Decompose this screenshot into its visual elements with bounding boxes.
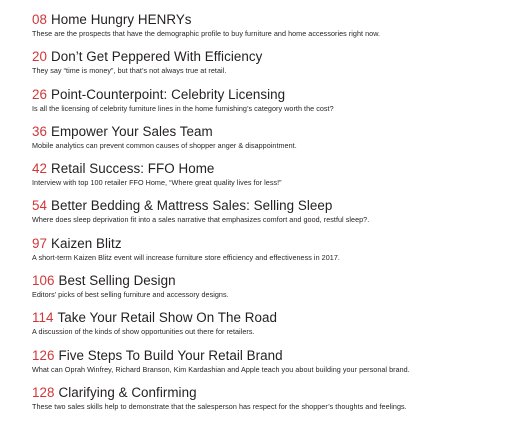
article-description: What can Oprah Winfrey, Richard Branson, Kim Kardashian and Apple teach you about building your personal brand. (32, 364, 410, 374)
page-number: 08 (32, 12, 47, 27)
article-title: Better Bedding & Mattress Sales: Selling Sleep (51, 198, 333, 214)
article-title: Point-Counterpoint: Celebrity Licensing (51, 86, 286, 102)
toc-entry (32, 123, 527, 160)
page-number: 36 (32, 123, 47, 139)
page-number: 42 (32, 161, 47, 177)
article-description: Editors’ picks of best selling furniture and accessory designs. (32, 290, 229, 300)
toc-entry (32, 309, 527, 346)
article-description: A discussion of the kinds of show opportunities out there for retailers. (32, 327, 255, 337)
entry-title (32, 235, 527, 252)
toc-entry (32, 48, 527, 85)
article-title: Don’t Get Peppered With Efficiency (51, 49, 263, 65)
article-description: Interview with top 100 retailer FFO Home, “Where great quality lives for less!” (32, 178, 282, 188)
page-number: 126 (32, 347, 55, 363)
entry-title (32, 11, 527, 28)
page-number: 97 (32, 235, 47, 251)
article-title: Retail Success: FFO Home (51, 161, 215, 177)
article-title: Five Steps To Build Your Retail Brand (58, 347, 283, 363)
toc-entry (32, 384, 527, 421)
page-number: 128 (32, 384, 55, 400)
article-description: They say “time is money”, but that’s not always true at retail. (32, 66, 227, 76)
article-title: Kaizen Blitz (51, 235, 122, 251)
article-description: Where does sleep deprivation fit into a sales narrative that emphasizes comfort and good, restful sleep?. (32, 215, 370, 225)
article-title: Home Hungry HENRYs (51, 12, 192, 27)
article-title: Best Selling Design (58, 273, 176, 289)
entry-title (32, 384, 527, 401)
page-number: 20 (32, 49, 47, 65)
entry-title (32, 160, 527, 177)
entry-title (32, 123, 527, 140)
page-number: 114 (32, 310, 54, 326)
entry-title (32, 48, 527, 65)
entry-title (32, 272, 527, 289)
entry-title (32, 309, 527, 326)
entry-title (32, 86, 527, 103)
article-title: Empower Your Sales Team (51, 123, 213, 139)
article-description: These two sales skills help to demonstrate that the salesperson has respect for the shopper’s thoughts and feelings. (32, 401, 407, 411)
toc-entry (32, 235, 527, 272)
entry-title (32, 197, 527, 214)
toc-entry (32, 272, 527, 309)
entry-title (32, 347, 527, 364)
article-description: A short-term Kaizen Blitz event will increase furniture store efficiency and effectiveness in 2017. (32, 252, 340, 262)
article-title: Clarifying & Confirming (58, 384, 197, 400)
toc-entry (32, 11, 527, 48)
page-number: 26 (32, 86, 47, 102)
toc-entry (32, 347, 527, 384)
article-title: Take Your Retail Show On The Road (57, 310, 278, 326)
page-number: 106 (32, 273, 55, 289)
article-description: Mobile analytics can prevent common causes of shopper anger & disappointment. (32, 140, 297, 150)
table-of-contents (32, 11, 527, 421)
page-number: 54 (32, 198, 47, 214)
toc-entry (32, 86, 527, 123)
toc-entry (32, 160, 527, 197)
article-description: Is all the licensing of celebrity furniture lines in the home furnishing’s category worth the cost? (32, 103, 334, 113)
toc-entry (32, 197, 527, 234)
article-description: These are the prospects that have the demographic profile to buy furniture and home accessories right now. (32, 29, 381, 38)
